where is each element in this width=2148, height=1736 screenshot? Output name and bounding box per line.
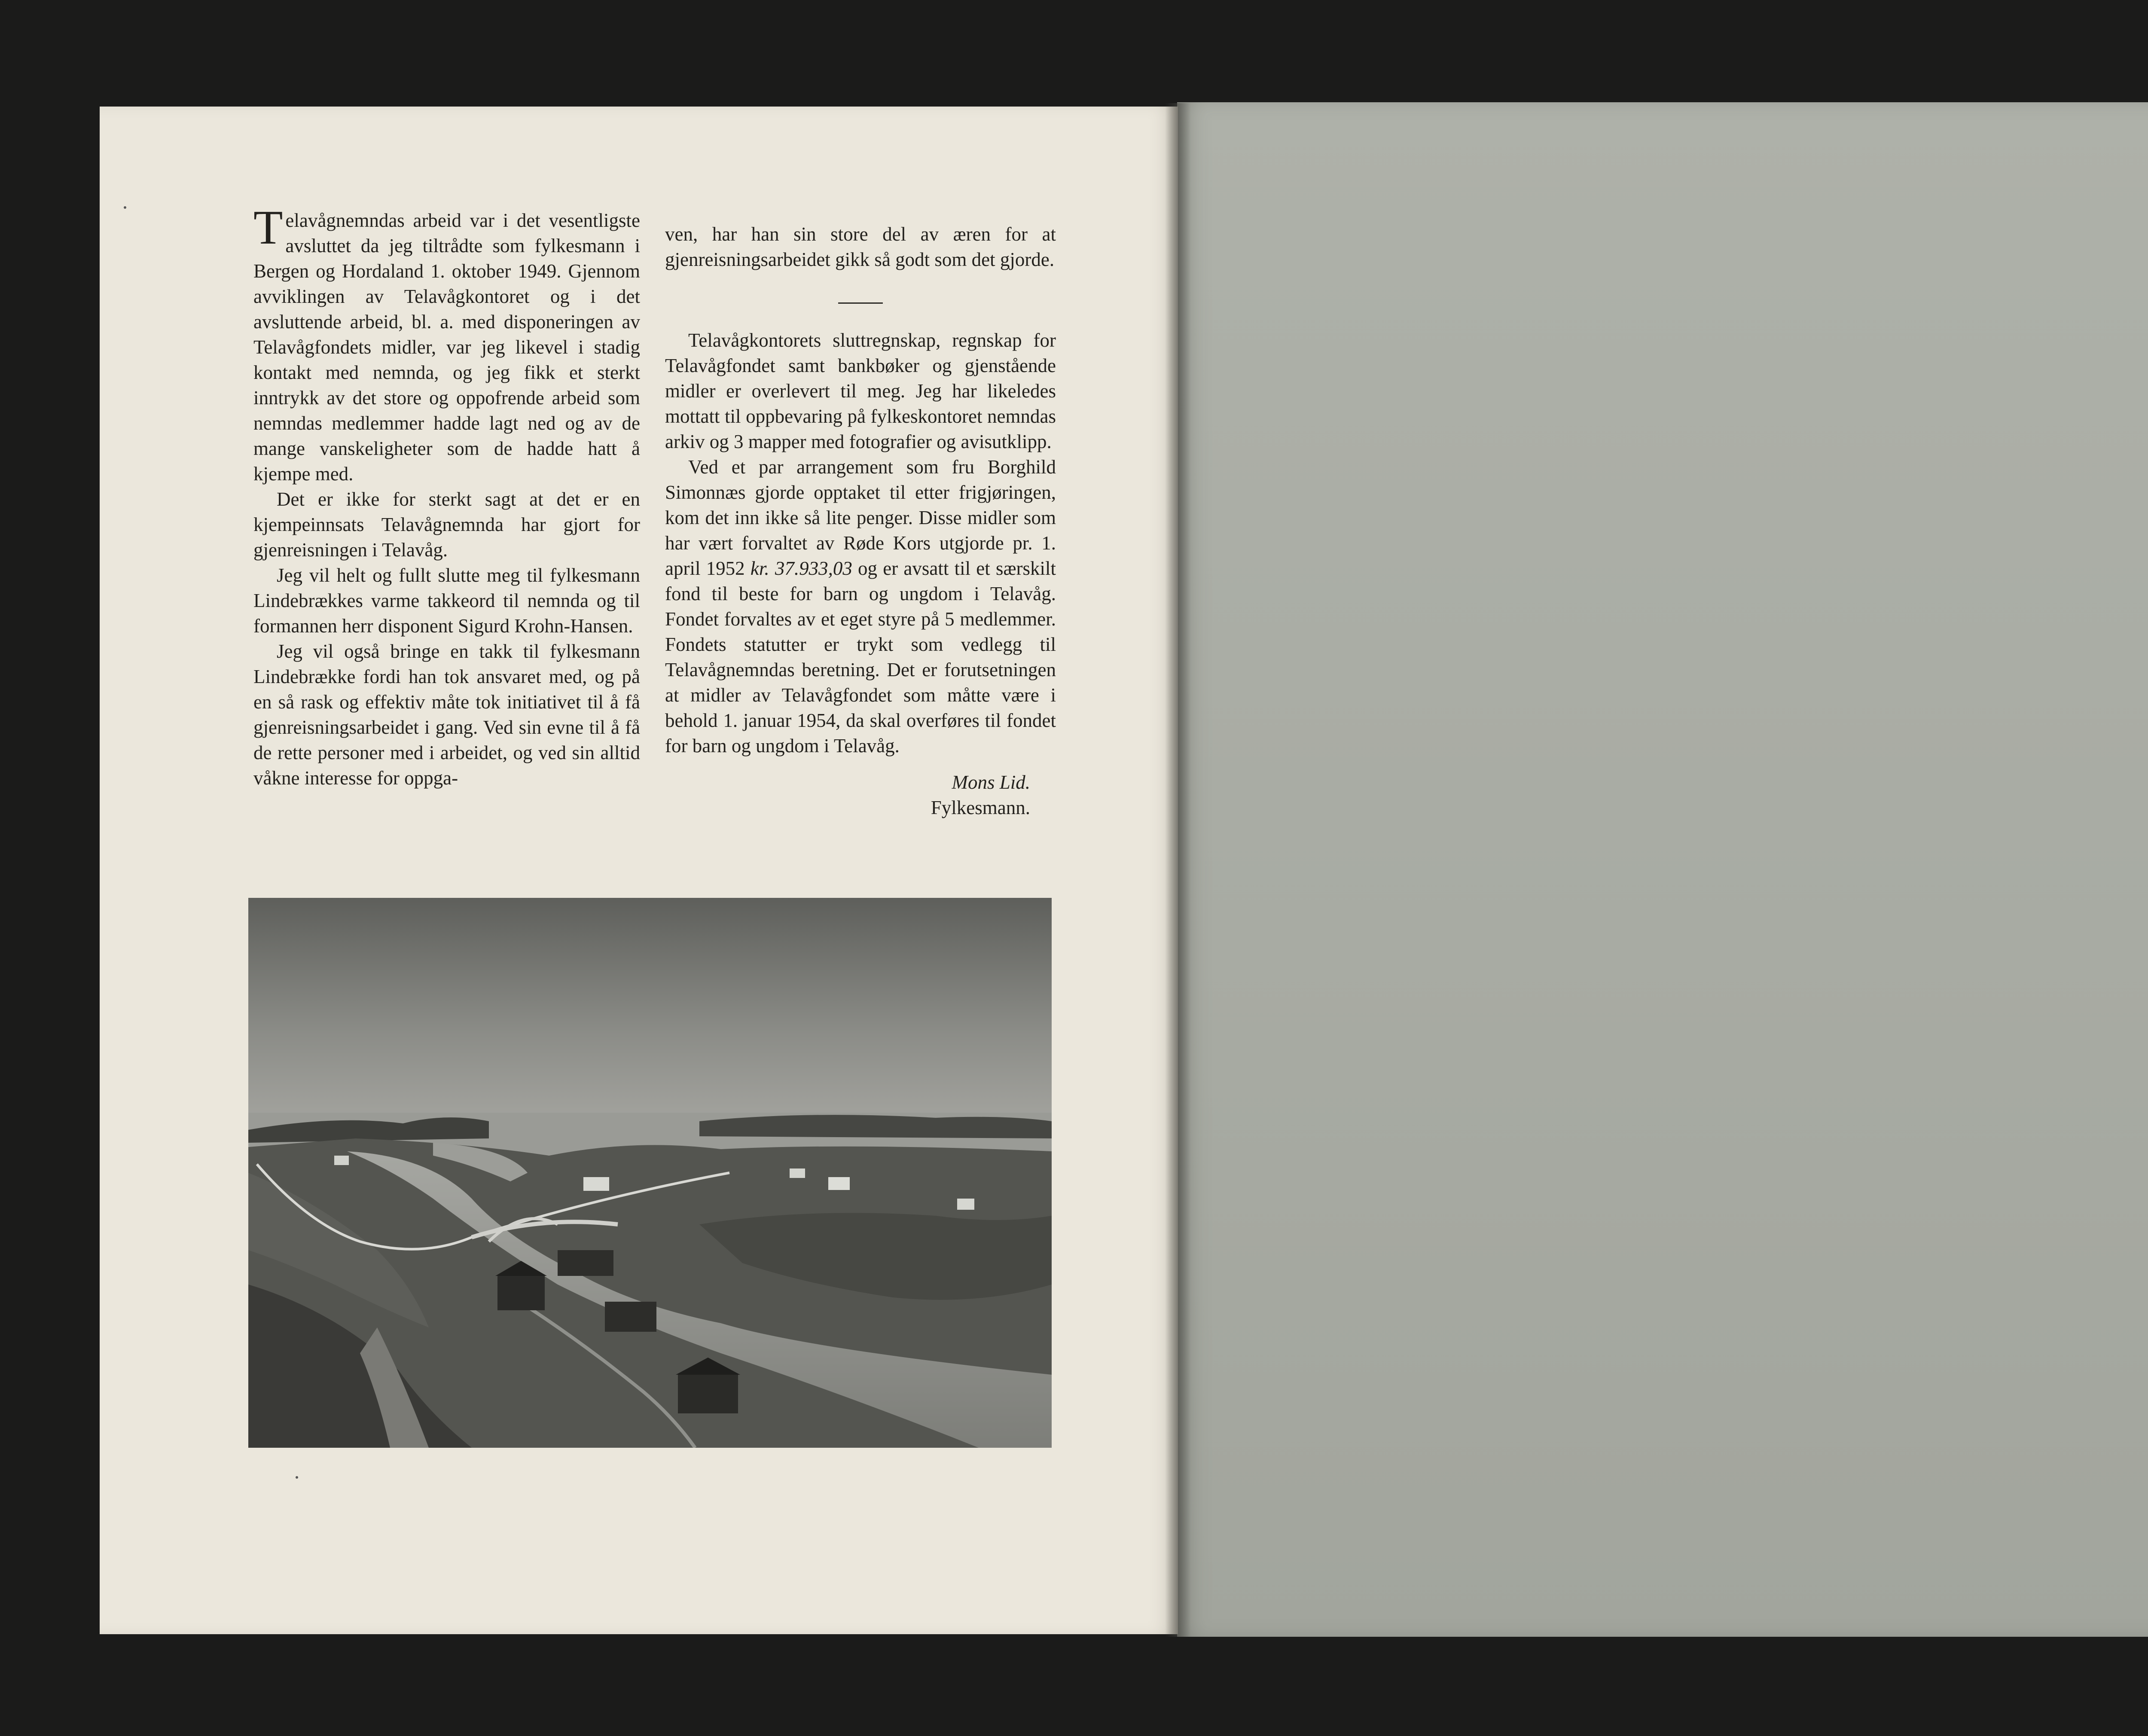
aerial-photo-telavag	[248, 898, 1052, 1448]
paper-speck	[296, 1476, 298, 1479]
signature	[665, 770, 1056, 821]
paragraph-5: ven, har han sin store del av æren for at gjenreisningsarbeidet gikk så godt som det gjorde.	[665, 223, 1056, 270]
left-text-column	[253, 201, 640, 791]
paragraph-3: Jeg vil helt og fullt slutte meg til fylkesmann Lindebrækkes varme takkeord til nemnda og til formannen herr disponent Sigurd Krohn-Hansen.	[253, 564, 640, 637]
signature-name: Mons Lid.	[952, 772, 1030, 793]
paragraph-2: Det er ikke for sterkt sagt at det er en kjempeinnsats Telavågnemnda har gjort for gjenreisningen i Telavåg.	[253, 488, 640, 561]
paragraph-1: Telavågnemndas arbeid var i det vesentligste avsluttet da jeg tiltrådte som fylkesmann i Bergen og Hordaland 1. oktober 1949. Gjennom avviklingen av Telavågkontoret og i det avsluttende arbeid, bl. a. med disponeringen av Telavågfondets midler, var jeg likevel i stadig kontakt med nemnda, og jeg fikk et sterkt inntrykk av det store og oppofrende arbeid som nemndas medlemmer hadde lagt ned og av de mange vanskeligheter som de hadde hatt å kjempe med.	[253, 201, 640, 485]
paragraph-7: Ved et par arrangement som fru Borghild Simonnæs gjorde opptaket til etter frigjøringen, kom det inn ikke så lite penger. Disse midler som har vært forvaltet av Røde Kors utgjorde pr. 1. april 1952 kr. 37.933,03 og er avsatt til et særskilt fond til beste for barn og ungdom i Telavåg. Fondet forvaltes av et eget styre på 5 medlemmer. Fondets statutter er trykt som vedlegg til Telavågnemndas beretning. Det er forutsetningen at midler av Telavågfondet som måtte være i behold 1. januar 1954, da skal overføres til fondet for barn og ungdom i Telavåg.	[665, 456, 1056, 757]
amount-text: kr. 37.933,03	[750, 558, 852, 579]
blank-back-cover	[1177, 102, 2148, 1637]
drop-cap: T	[253, 201, 283, 254]
right-text-column	[665, 222, 1056, 821]
signature-title: Fylkesmann.	[931, 797, 1030, 818]
paragraph-6: Telavågkontorets sluttregnskap, regnskap for Telavågfondet samt bankbøker og gjenstående midler er overlevert til meg. Jeg har likeledes mottatt til oppbevaring på fylkeskontoret nemndas arkiv og 3 mapper med fotografier og avisutklipp.	[665, 330, 1056, 452]
landscape-illustration	[248, 898, 1052, 1448]
section-divider	[838, 302, 883, 304]
paper-speck	[124, 206, 126, 209]
paragraph-4: Jeg vil også bringe en takk til fylkesmann Lindebrække fordi han tok ansvaret med, og på en så rask og effektiv måte tok initiativet til å få gjenreisningsarbeidet i gang. Ved sin evne til å få de rette personer med i arbeidet, og ved sin alltid våkne interesse for oppga-	[253, 641, 640, 789]
book-spine	[1165, 103, 1191, 1637]
